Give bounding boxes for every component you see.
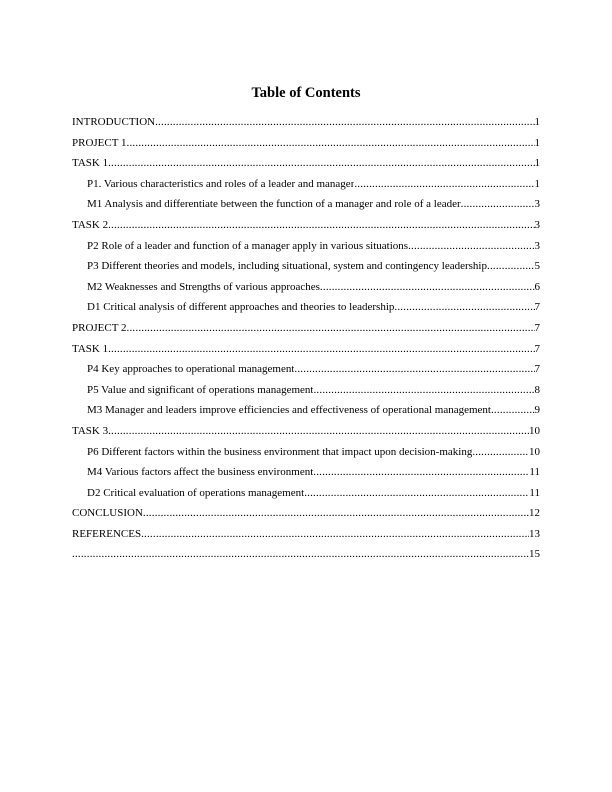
toc-entry-text: TASK 1 bbox=[72, 342, 109, 355]
toc-entry-m1[interactable] bbox=[72, 194, 540, 215]
toc-dot-leader bbox=[461, 194, 535, 215]
toc-dot-leader bbox=[108, 339, 534, 360]
toc-entry-text: P5 Value and significant of operations management bbox=[87, 383, 314, 396]
toc-entry-text: P1. Various characteristics and roles of a leader and manager bbox=[87, 177, 355, 190]
toc-entry-project-1[interactable] bbox=[72, 133, 540, 154]
toc-dot-leader bbox=[141, 524, 529, 545]
toc-entry-references[interactable] bbox=[72, 524, 540, 545]
toc-entry-text: PROJECT 2 bbox=[72, 321, 127, 334]
toc-dot-leader bbox=[143, 503, 529, 524]
toc-page-number: 1 bbox=[534, 136, 540, 149]
toc-title: Table of Contents bbox=[251, 85, 361, 101]
toc-dot-leader bbox=[72, 544, 529, 565]
toc-page-number: 9 bbox=[534, 404, 540, 417]
toc-entry-task-2[interactable] bbox=[72, 215, 540, 236]
toc-entry-untitled[interactable] bbox=[72, 544, 540, 565]
toc-page-number: 10 bbox=[529, 424, 540, 437]
toc-list bbox=[72, 112, 540, 565]
toc-entry-text: D1 Critical analysis of different approaches and theories to leadership bbox=[87, 301, 395, 314]
toc-entry-task-1-project-2[interactable] bbox=[72, 339, 540, 360]
toc-entry-text: INTRODUCTION bbox=[72, 116, 156, 128]
toc-entry-text: M1 Analysis and differentiate between the function of a manager and role of a leader bbox=[87, 198, 461, 211]
toc-dot-leader bbox=[472, 442, 529, 463]
toc-dot-leader bbox=[108, 153, 534, 174]
toc-dot-leader bbox=[491, 400, 535, 421]
toc-entry-task-3[interactable] bbox=[72, 421, 540, 442]
toc-entry-task-1[interactable] bbox=[72, 153, 540, 174]
toc-page-number: 3 bbox=[534, 198, 540, 211]
toc-entry-m4[interactable] bbox=[72, 462, 540, 483]
toc-page-number: 8 bbox=[534, 383, 540, 396]
toc-dot-leader bbox=[127, 318, 535, 339]
toc-dot-leader bbox=[354, 174, 534, 195]
toc-page-number: 6 bbox=[534, 280, 540, 293]
toc-entry-p3[interactable] bbox=[72, 256, 540, 277]
toc-entry-text: M4 Various factors affect the business environment bbox=[87, 466, 314, 479]
toc-dot-leader bbox=[487, 256, 535, 277]
toc-dot-leader bbox=[313, 462, 529, 483]
toc-dot-leader bbox=[408, 236, 534, 257]
toc-page-number: 1 bbox=[534, 157, 540, 170]
toc-entry-m2[interactable] bbox=[72, 277, 540, 298]
toc-page-number: 5 bbox=[534, 260, 540, 273]
toc-dot-leader bbox=[294, 359, 534, 380]
toc-entry-text: PROJECT 1 bbox=[72, 136, 127, 149]
toc-entry-m3[interactable] bbox=[72, 400, 540, 421]
toc-page-number: 7 bbox=[534, 342, 540, 355]
toc-page-number: 12 bbox=[529, 507, 540, 520]
toc-entry-text: D2 Critical evaluation of operations management bbox=[87, 486, 305, 499]
toc-entry-text: TASK 3 bbox=[72, 424, 109, 437]
toc-entry-text: P4 Key approaches to operational management bbox=[87, 363, 295, 376]
toc-page-number: 7 bbox=[534, 321, 540, 334]
toc-entry-p4[interactable] bbox=[72, 359, 540, 380]
toc-page-number: 1 bbox=[534, 177, 540, 190]
toc-page-number: 13 bbox=[529, 527, 540, 540]
toc-dot-leader bbox=[108, 421, 529, 442]
toc-dot-leader bbox=[313, 380, 534, 401]
toc-page-number: 11 bbox=[529, 466, 540, 479]
toc-entry-text: CONCLUSION bbox=[72, 507, 143, 520]
toc-dot-leader bbox=[320, 277, 535, 298]
toc-entry-d2[interactable] bbox=[72, 483, 540, 504]
toc-entry-text: TASK 1 bbox=[72, 157, 109, 170]
toc-page-number: 7 bbox=[534, 301, 540, 314]
toc-entry-text: TASK 2 bbox=[72, 218, 109, 231]
toc-page-number: 7 bbox=[534, 363, 540, 376]
toc-entry-text: M2 Weaknesses and Strengths of various approaches bbox=[87, 280, 320, 293]
toc-entry-p1[interactable] bbox=[72, 174, 540, 195]
toc-entry-p5[interactable] bbox=[72, 380, 540, 401]
toc-page-number: 15 bbox=[529, 548, 540, 561]
toc-dot-leader bbox=[304, 483, 529, 504]
toc-entry-introduction[interactable] bbox=[72, 112, 540, 133]
toc-dot-leader bbox=[127, 133, 535, 154]
toc-dot-leader bbox=[155, 112, 534, 133]
toc-entry-project-2[interactable] bbox=[72, 318, 540, 339]
toc-entry-text: P6 Different factors within the business environment that impact upon decision-making bbox=[87, 445, 473, 458]
toc-entry-p6[interactable] bbox=[72, 442, 540, 463]
toc-entry-d1[interactable] bbox=[72, 297, 540, 318]
toc-entry-text: M3 Manager and leaders improve efficiencies and effectiveness of operational management bbox=[87, 404, 491, 417]
toc-entry-p2[interactable] bbox=[72, 236, 540, 257]
toc-page-number: 11 bbox=[529, 486, 540, 499]
toc-entry-text: REFERENCES bbox=[72, 527, 142, 540]
toc-entry-text: P3 Different theories and models, including situational, system and contingency leadership bbox=[87, 260, 487, 273]
toc-page-number: 3 bbox=[534, 218, 540, 231]
toc-dot-leader bbox=[108, 215, 534, 236]
toc-entry-text: P2 Role of a leader and function of a manager apply in various situations bbox=[87, 239, 409, 252]
toc-page-number: 3 bbox=[534, 239, 540, 252]
toc-page-number: 10 bbox=[529, 445, 540, 458]
toc-page-number: 1 bbox=[534, 116, 540, 128]
toc-entry-conclusion[interactable] bbox=[72, 503, 540, 524]
toc-dot-leader bbox=[394, 297, 534, 318]
